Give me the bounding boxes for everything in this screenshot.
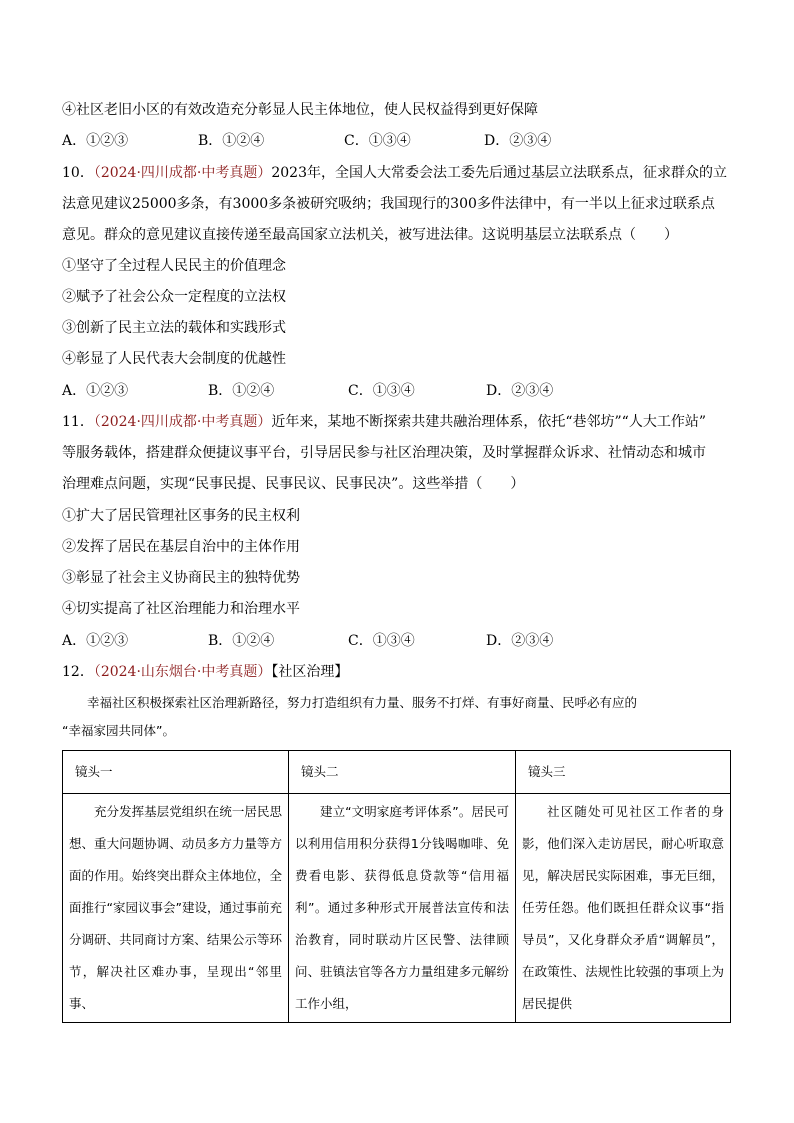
q11-option-a[interactable]: A．①②③ [62, 633, 129, 649]
q10-option-b[interactable]: B．①②④ [208, 383, 275, 399]
q11-item-4: ④切实提高了社区治理能力和治理水平 [62, 601, 300, 617]
q9-option-a[interactable]: A．①②③ [62, 133, 129, 149]
q11-item-2: ②发挥了居民在基层自治中的主体作用 [62, 539, 300, 555]
q10-option-c[interactable]: C．①③④ [348, 383, 415, 399]
table-header-shot-2: 镜头二 [289, 751, 516, 794]
q11-stem-line-1 [62, 412, 706, 432]
q11-option-d[interactable]: D．②③④ [486, 633, 554, 649]
q12-topic: 【社区治理】 [271, 664, 349, 680]
q11-item-3: ③彰显了社会主义协商民主的独特优势 [62, 570, 300, 586]
q9-option-d[interactable]: D．②③④ [484, 133, 552, 149]
q12-header-line [62, 662, 348, 682]
shot-3-text: 社区随处可见社区工作者的身影，他们深入走访居民，耐心听取意见，解决居民实际困难，事无巨细，任劳任怨。他们既担任群众议事“指导员”，又化身群众矛盾“调解员”，在政策性、法规性比较强的事项上为居民提供 [522, 804, 724, 1011]
table-cell-shot-2 [289, 794, 516, 1023]
q10-option-d[interactable]: D．②③④ [486, 383, 554, 399]
q9-item-4: ④社区老旧小区的有效改造充分彰显人民主体地位，使人民权益得到更好保障 [62, 102, 538, 118]
table-cell-shot-1 [63, 794, 289, 1023]
q11-option-c[interactable]: C．①③④ [348, 633, 415, 649]
shot-2-text: 建立“文明家庭考评体系”。居民可以利用信用积分获得1分钱喝咖啡、免费看电影、获得低息贷款等“信用福利”。通过多种形式开展普法宣传和法治教育，同时联动片区民警、法律顾问、驻镇法官等各方力量组建多元解纷工作小组， [295, 804, 509, 1011]
q11-item-1: ①扩大了居民管理社区事务的民主权利 [62, 508, 300, 524]
q12-number: 12． [62, 664, 94, 680]
q11-stem-text-1: 近年来，某地不断探索共建共融治理体系，依托“巷邻坊”“人大工作站” [271, 414, 706, 430]
q10-source: （2024·四川成都·中考真题） [93, 165, 272, 181]
q10-stem-line-3: 意见。群众的意见建议直接传递至最高国家立法机关，被写进法律。这说明基层立法联系点（ ） [62, 227, 678, 243]
q9-option-c[interactable]: C．①③④ [344, 133, 411, 149]
q12-source: （2024·山东烟台·中考真题） [93, 664, 272, 680]
table-row [63, 794, 731, 1023]
table-header-shot-1: 镜头一 [63, 751, 289, 794]
q11-stem-line-2: 等服务载体，搭建群众便捷议事平台，引导居民参与社区治理决策，及时掌握群众诉求、社情动态和城市 [62, 445, 706, 461]
q10-option-a[interactable]: A．①②③ [62, 383, 129, 399]
q10-item-3: ③创新了民主立法的载体和实践形式 [62, 320, 286, 336]
q10-number: 10． [62, 165, 94, 181]
q10-item-4: ④彰显了人民代表大会制度的优越性 [62, 351, 286, 367]
q11-stem-line-3: 治理难点问题，实现“民事民提、民事民议、民事民决”。这些举措（ ） [62, 476, 525, 492]
q10-stem-line-1 [62, 163, 727, 183]
q11-source: （2024·四川成都·中考真题） [93, 414, 272, 430]
shot-1-text: 充分发挥基层党组织在统一居民思想、重大问题协调、动员多方力量等方面的作用。始终突出群众主体地位，全面推行“家园议事会”建设，通过事前充分调研、共同商讨方案、结果公示等环节，解决社区难办事，呈现出“邻里事、 [69, 804, 282, 1011]
table-header-shot-3: 镜头三 [516, 751, 731, 794]
q10-stem-line-2: 法意见建议25000多条，有3000多条被研究吸纳；我国现行的300多件法律中，有一半以上征求过联系点 [62, 196, 715, 212]
q9-option-b[interactable]: B．①②④ [198, 133, 265, 149]
q11-number: 11． [62, 414, 94, 430]
table-cell-shot-3 [516, 794, 731, 1023]
q12-intro-line-2: “幸福家园共同体”。 [62, 723, 175, 738]
table-header-row [63, 751, 731, 794]
q11-option-b[interactable]: B．①②④ [208, 633, 275, 649]
q10-stem-text-1: 2023年，全国人大常委会法工委先后通过基层立法联系点，征求群众的立 [271, 165, 727, 181]
q10-item-2: ②赋予了社会公众一定程度的立法权 [62, 289, 286, 305]
q10-item-1: ①坚守了全过程人民民主的价值理念 [62, 258, 286, 274]
q12-scene-table [62, 750, 731, 1023]
q12-intro-line-1: 幸福社区积极探索社区治理新路径，努力打造组织有力量、服务不打烊、有事好商量、民呼必有应的 [87, 695, 638, 710]
